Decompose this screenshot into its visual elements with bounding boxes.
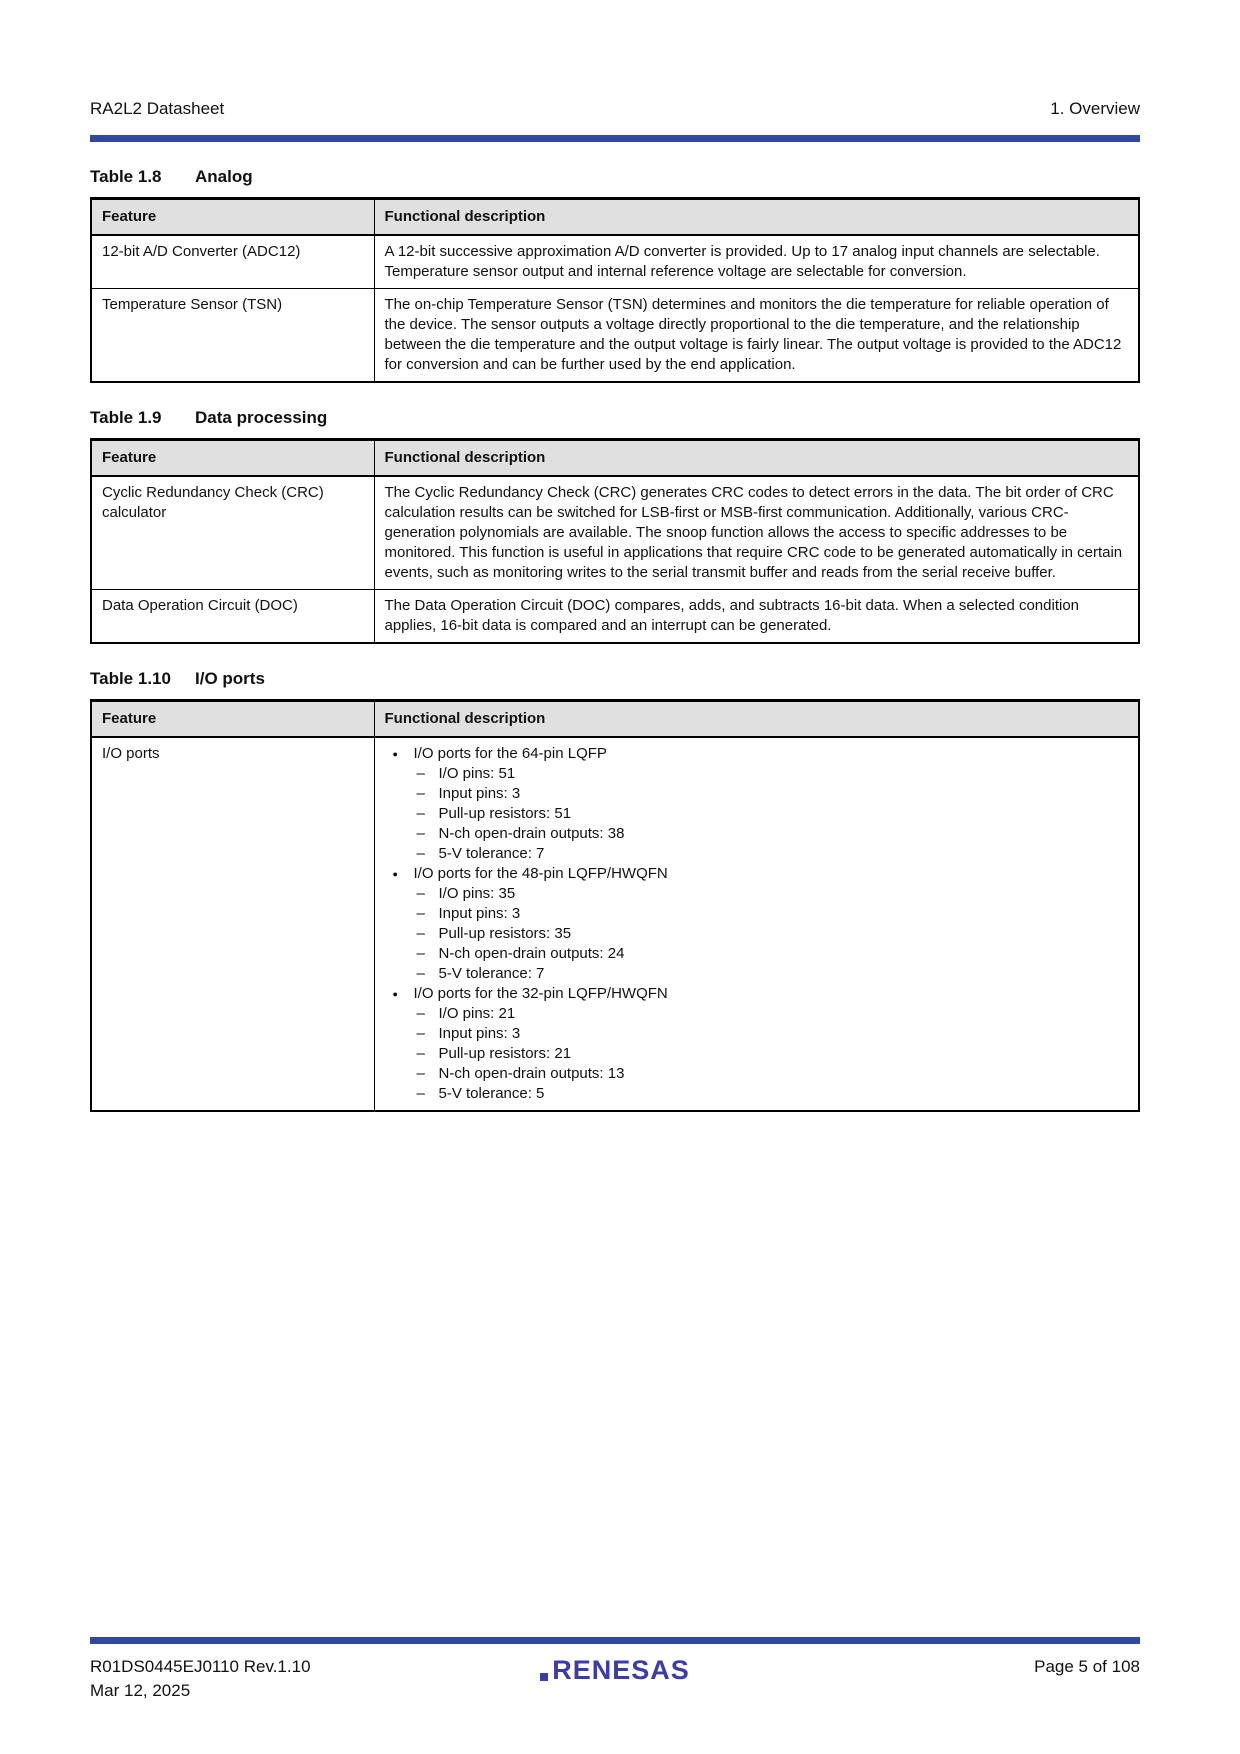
feature-cell: I/O ports <box>91 737 374 1111</box>
table-1-9-title <box>90 408 1140 428</box>
bullet-group-heading: ● I/O ports for the 32-pin LQFP/HWQFN <box>391 984 1129 1004</box>
bullet-sub-item: – I/O pins: 21 <box>417 1004 1129 1024</box>
table-caption: Data processing <box>195 408 328 427</box>
description-cell: The on-chip Temperature Sensor (TSN) determines and monitors the die temperature for reliable operation of the device. The sensor outputs a voltage directly proportional to the die temperature, and the relationship between the die temperature and the output voltage is fairly linear. The output voltage is provided to the ADC12 for conversion and can be further used by the end application. <box>374 289 1139 383</box>
table-row <box>91 737 1139 1111</box>
footer-page-number: Page 5 of 108 <box>1034 1657 1140 1676</box>
footer-logo-wrap <box>440 1655 790 1703</box>
table-header-row <box>91 701 1139 738</box>
feature-cell: Temperature Sensor (TSN) <box>91 289 374 383</box>
io-ports-bullet-list <box>385 744 1129 1104</box>
feature-column-header: Feature <box>91 701 374 738</box>
bullet-sub-item: – Input pins: 3 <box>417 904 1129 924</box>
bullet-sub-item: – 5-V tolerance: 5 <box>417 1084 1129 1104</box>
footer-row <box>90 1655 1140 1703</box>
description-cell: The Data Operation Circuit (DOC) compares, adds, and subtracts 16-bit data. When a selected condition applies, 16-bit data is compared and an interrupt can be generated. <box>374 590 1139 644</box>
table-row <box>91 590 1139 644</box>
feature-column-header: Feature <box>91 440 374 477</box>
io-ports-table <box>90 699 1140 1112</box>
table-row <box>91 289 1139 383</box>
bullet-sub-item: – Pull-up resistors: 21 <box>417 1044 1129 1064</box>
bullet-group <box>391 984 1129 1104</box>
footer-rule <box>90 1637 1140 1644</box>
bullet-sub-item: – Pull-up resistors: 51 <box>417 804 1129 824</box>
bullet-sub-list <box>391 764 1129 864</box>
bullet-sub-item: – Input pins: 3 <box>417 784 1129 804</box>
table-1-8-title <box>90 167 1140 187</box>
table-caption: I/O ports <box>195 669 265 688</box>
analog-table <box>90 197 1140 383</box>
feature-cell: Cyclic Redundancy Check (CRC) calculator <box>91 476 374 590</box>
table-label: Table 1.10 <box>90 669 171 688</box>
header-chapter-title: 1. Overview <box>1050 99 1140 118</box>
description-cell: The Cyclic Redundancy Check (CRC) generates CRC codes to detect errors in the data. The bit order of CRC calculation results can be switched for LSB-first or MSB-first communication. Additionally, various CRC-generation polynomials are available. The snoop function allows the access to specific addresses to be monitored. This function is useful in applications that require CRC code to be generated automatically in certain events, such as monitoring writes to the serial transmit buffer and reads from the serial receive buffer. <box>374 476 1139 590</box>
feature-cell: Data Operation Circuit (DOC) <box>91 590 374 644</box>
bullet-sub-item: – N-ch open-drain outputs: 38 <box>417 824 1129 844</box>
description-column-header: Functional description <box>374 440 1139 477</box>
bullet-sub-item: – Input pins: 3 <box>417 1024 1129 1044</box>
table-row <box>91 235 1139 289</box>
renesas-logo: RENESAS <box>540 1655 690 1685</box>
table-label: Table 1.8 <box>90 167 162 186</box>
description-cell: A 12-bit successive approximation A/D converter is provided. Up to 17 analog input channels are selectable. Temperature sensor output and internal reference voltage are selectable for conversion. <box>374 235 1139 289</box>
page-header <box>90 0 1140 120</box>
table-label: Table 1.9 <box>90 408 162 427</box>
description-column-header: Functional description <box>374 701 1139 738</box>
footer-date: Mar 12, 2025 <box>90 1681 191 1700</box>
bullet-group-heading: ● I/O ports for the 48-pin LQFP/HWQFN <box>391 864 1129 884</box>
bullet-group <box>391 864 1129 984</box>
footer-doc-number: R01DS0445EJ0110 Rev.1.10 <box>90 1657 311 1676</box>
bullet-sub-list <box>391 1004 1129 1104</box>
bullet-sub-item: – Pull-up resistors: 35 <box>417 924 1129 944</box>
description-cell <box>374 737 1139 1111</box>
bullet-sub-item: – N-ch open-drain outputs: 24 <box>417 944 1129 964</box>
table-header-row <box>91 440 1139 477</box>
description-column-header: Functional description <box>374 199 1139 236</box>
data-processing-table <box>90 438 1140 644</box>
feature-column-header: Feature <box>91 199 374 236</box>
bullet-group-heading: ● I/O ports for the 64-pin LQFP <box>391 744 1129 764</box>
table-header-row <box>91 199 1139 236</box>
page-footer <box>90 1637 1140 1703</box>
bullet-sub-item: – 5-V tolerance: 7 <box>417 964 1129 984</box>
feature-cell: 12-bit A/D Converter (ADC12) <box>91 235 374 289</box>
bullet-sub-list <box>391 884 1129 984</box>
footer-document-info <box>90 1655 440 1703</box>
header-rule <box>90 135 1140 142</box>
bullet-sub-item: – N-ch open-drain outputs: 13 <box>417 1064 1129 1084</box>
table-caption: Analog <box>195 167 253 186</box>
header-document-title: RA2L2 Datasheet <box>90 99 225 118</box>
bullet-group <box>391 744 1129 864</box>
table-row <box>91 476 1139 590</box>
table-1-10-title <box>90 669 1140 689</box>
bullet-sub-item: – 5-V tolerance: 7 <box>417 844 1129 864</box>
bullet-sub-item: – I/O pins: 35 <box>417 884 1129 904</box>
page-content <box>90 0 1140 1112</box>
bullet-sub-item: – I/O pins: 51 <box>417 764 1129 784</box>
